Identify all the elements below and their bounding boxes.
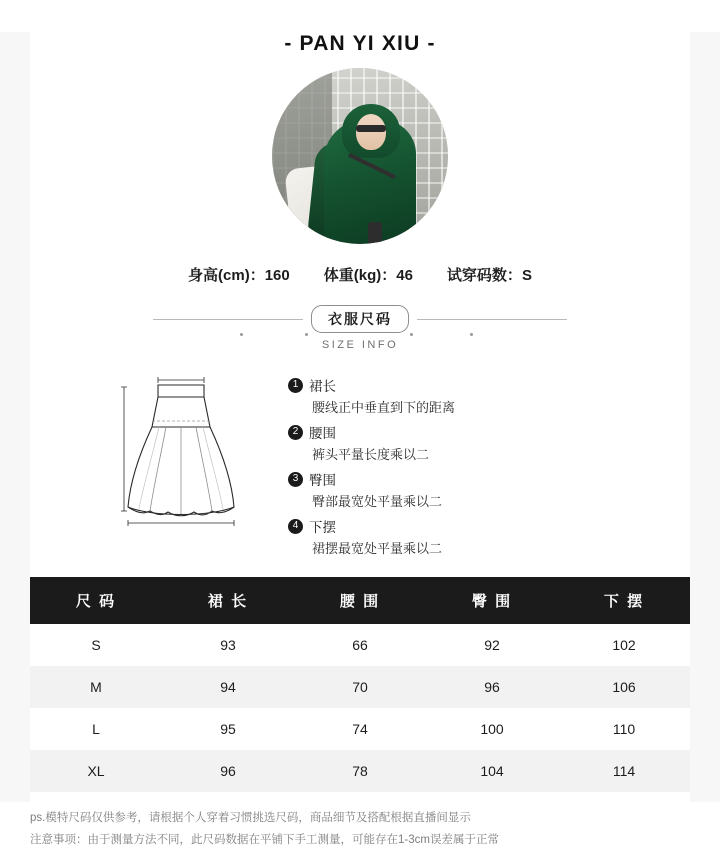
badge-number-3-icon: 3 (288, 472, 303, 487)
legend-desc: 臀部最宽处平量乘以二 (312, 494, 443, 509)
divider-left (153, 319, 303, 320)
model-try-on-size-value: S (521, 267, 532, 284)
legend-item (288, 516, 680, 557)
table-cell-hem: 114 (558, 750, 690, 792)
legend-title: 下摆 (309, 520, 336, 535)
model-height (188, 264, 290, 285)
footnote-line: ps.模特尺码仅供参考，请根据个人穿着习惯挑选尺码，商品细节及搭配根据直播间显示 (30, 812, 471, 824)
legend-title: 裙长 (309, 379, 336, 394)
measurement-guide (0, 367, 720, 563)
decorative-dots (0, 333, 720, 343)
table-cell-hip: 100 (426, 708, 558, 750)
table-cell-waist: 66 (294, 624, 426, 666)
sunglasses-icon (356, 125, 386, 132)
badge-number-2-icon: 2 (288, 425, 303, 440)
skirt-diagram-container (40, 367, 270, 536)
divider-right (417, 319, 567, 320)
model-photo (272, 68, 448, 244)
table-header-cell: 臀 围 (426, 577, 558, 624)
table-cell-hem: 110 (558, 708, 690, 750)
legend-item (288, 422, 680, 463)
table-cell-waist: 70 (294, 666, 426, 708)
measurement-legend (288, 367, 680, 563)
table-cell-hip: 96 (426, 666, 558, 708)
table-header-cell: 下 摆 (558, 577, 690, 624)
model-weight-value: 46 (396, 267, 413, 284)
table-cell-hip: 92 (426, 624, 558, 666)
table-header (30, 577, 690, 624)
model-specs (0, 264, 720, 285)
table-header-cell: 尺 码 (30, 577, 162, 624)
table-row (30, 624, 690, 666)
legend-desc: 腰线正中垂直到下的距离 (312, 400, 456, 415)
model-try-on-size-label: 试穿码数： (446, 267, 522, 284)
photo-face (356, 114, 386, 150)
model-height-label: 身高(cm)： (188, 267, 265, 284)
table-row (30, 750, 690, 792)
model-height-value: 160 (264, 267, 290, 284)
table-cell-size: S (30, 624, 162, 666)
table-cell-hem: 106 (558, 666, 690, 708)
table-cell-length: 93 (162, 624, 294, 666)
table-cell-length: 94 (162, 666, 294, 708)
model-weight (324, 264, 413, 285)
page-title: - PAN YI XIU - (284, 32, 436, 55)
table-cell-hem: 102 (558, 624, 690, 666)
size-chart-table (30, 577, 690, 792)
table-cell-waist: 74 (294, 708, 426, 750)
legend-item (288, 469, 680, 510)
photo-leg (368, 222, 382, 244)
table-header-cell: 腰 围 (294, 577, 426, 624)
table-cell-size: L (30, 708, 162, 750)
model-photo-container (0, 68, 720, 244)
table-body (30, 624, 690, 792)
table-header-cell: 裙 长 (162, 577, 294, 624)
model-try-on-size (447, 264, 532, 285)
size-guide-page (0, 32, 720, 852)
legend-title: 腰围 (309, 426, 336, 441)
size-info-heading-cn: 衣服尺码 (311, 305, 409, 333)
footnotes (30, 808, 690, 852)
footnote-line: 注意事项：由于测量方法不同，此尺码数据在平铺下手工测量，可能存在1-3cm误差属于正常 (30, 833, 499, 846)
table-cell-length: 95 (162, 708, 294, 750)
table-cell-waist: 78 (294, 750, 426, 792)
badge-number-1-icon: 1 (288, 378, 303, 393)
table-cell-length: 96 (162, 750, 294, 792)
size-info-heading-en: SIZE INFO (321, 339, 399, 351)
legend-desc: 裙摆最宽处平量乘以二 (312, 541, 443, 556)
table-cell-size: XL (30, 750, 162, 792)
table-header-row (30, 577, 690, 624)
legend-desc: 裤头平量长度乘以二 (312, 447, 430, 462)
table-row (30, 666, 690, 708)
table-cell-size: M (30, 666, 162, 708)
size-info-heading-row (0, 305, 720, 333)
badge-number-4-icon: 4 (288, 519, 303, 534)
table-row (30, 708, 690, 750)
legend-item (288, 375, 680, 416)
size-info-heading-block (0, 305, 720, 351)
table-cell-hip: 104 (426, 750, 558, 792)
model-weight-label: 体重(kg)： (323, 267, 397, 284)
legend-title: 臀围 (309, 473, 336, 488)
skirt-diagram-icon (106, 371, 256, 531)
